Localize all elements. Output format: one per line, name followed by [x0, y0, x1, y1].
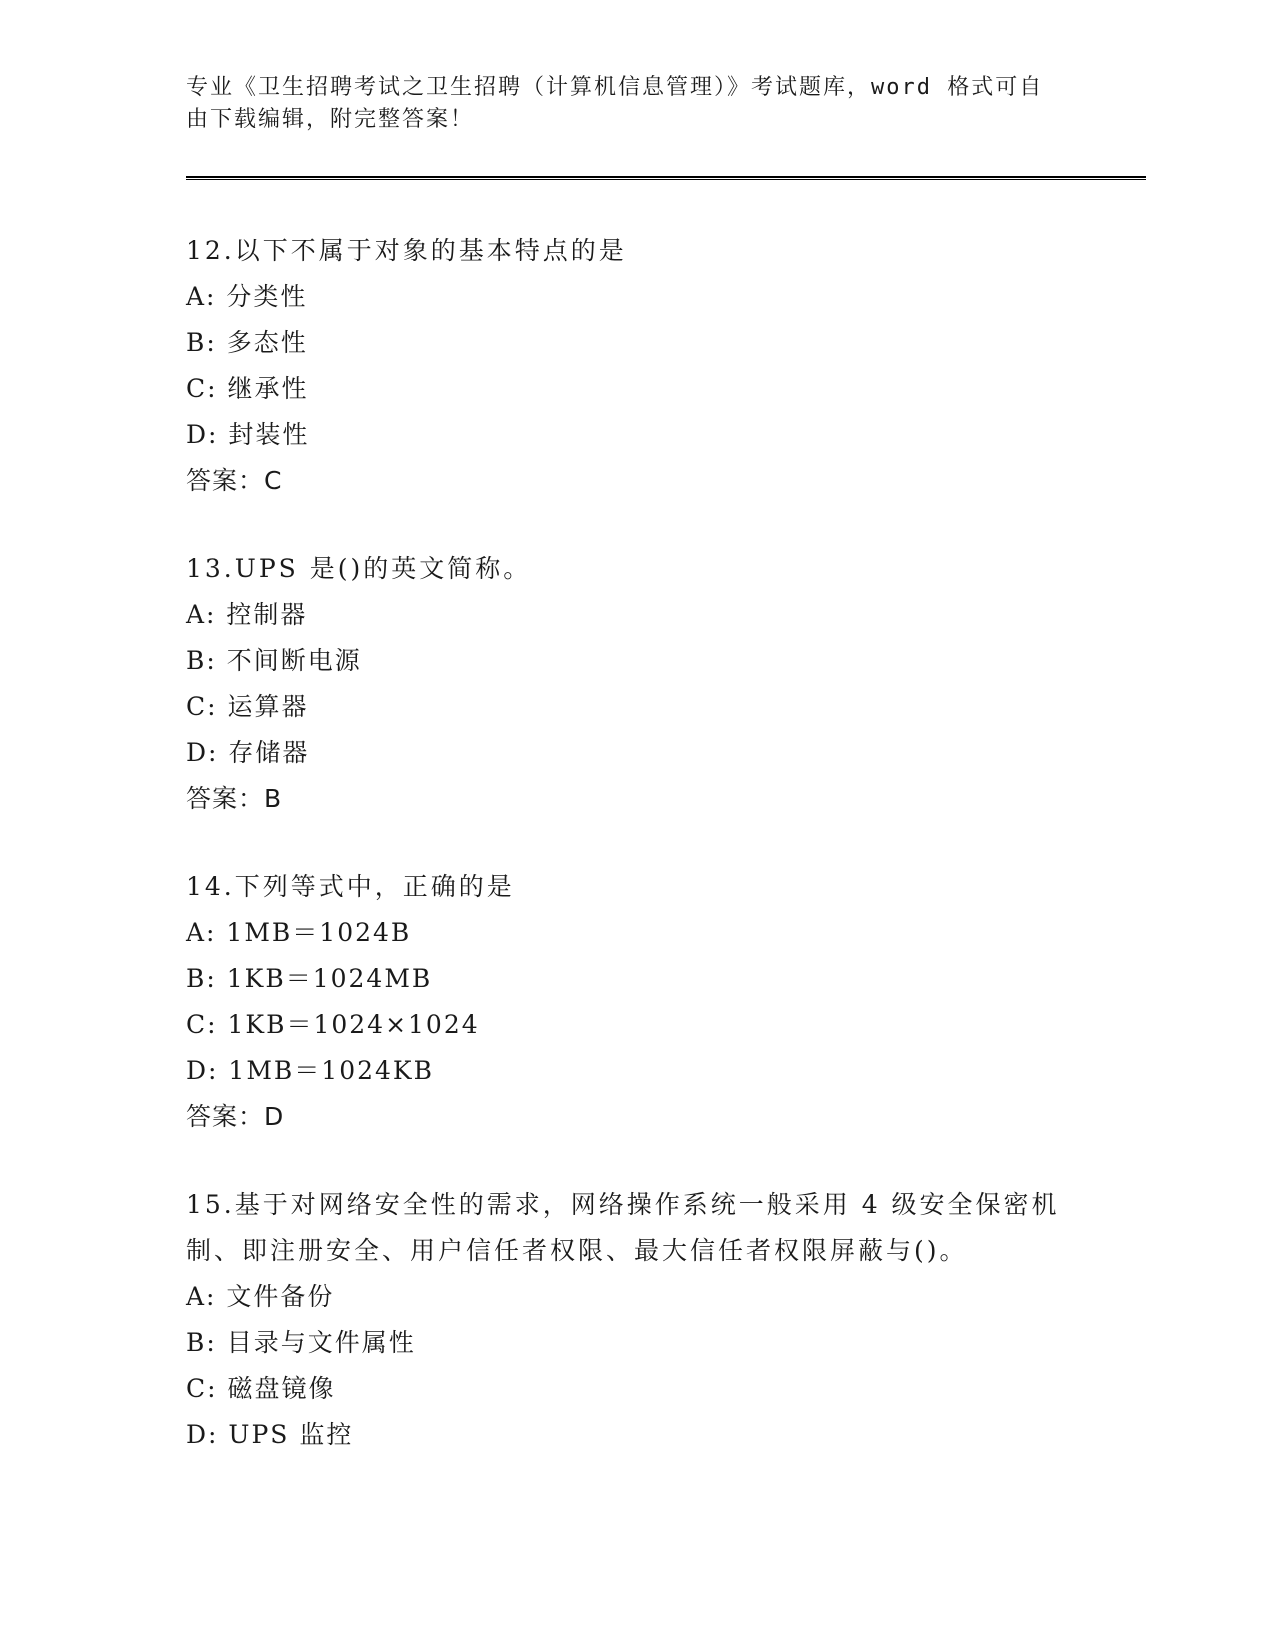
- question-stem: 12.以下不属于对象的基本特点的是: [186, 236, 627, 265]
- option-b: B: 不间断电源: [186, 646, 362, 675]
- option-b: B: 目录与文件属性: [186, 1328, 416, 1357]
- option-b: B: 1KB＝1024MB: [186, 964, 433, 993]
- option-d: D: 存储器: [186, 738, 310, 767]
- document-header: [186, 72, 1086, 136]
- option-d: D: 封装性: [186, 420, 310, 449]
- option-a: A: 控制器: [186, 600, 308, 629]
- question-15: [186, 1182, 1086, 1458]
- question-13: [186, 546, 1086, 822]
- option-a: A: 文件备份: [186, 1282, 335, 1311]
- option-c: C: 磁盘镜像: [186, 1374, 336, 1403]
- option-d: D: 1MB＝1024KB: [186, 1056, 434, 1085]
- header-line-1: 专业《卫生招聘考试之卫生招聘（计算机信息管理）》考试题库，word 格式可自: [186, 75, 1044, 100]
- header-line-2: 由下载编辑，附完整答案！: [186, 107, 475, 132]
- answer: 答案：C: [186, 466, 283, 495]
- option-a: A: 分类性: [186, 282, 308, 311]
- question-stem: 15.基于对网络安全性的需求，网络操作系统一般采用 4 级安全保密机制、即注册安全、用户信任者权限、最大信任者权限屏蔽与()。: [186, 1190, 1060, 1265]
- option-c: C: 1KB＝1024×1024: [186, 1010, 480, 1039]
- question-12: [186, 228, 1086, 504]
- option-c: C: 继承性: [186, 374, 309, 403]
- answer: 答案：D: [186, 1102, 285, 1131]
- header-divider: [186, 176, 1146, 180]
- option-a: A: 1MB＝1024B: [186, 918, 412, 947]
- option-b: B: 多态性: [186, 328, 308, 357]
- question-14: [186, 864, 1086, 1140]
- option-d: D: UPS 监控: [186, 1420, 354, 1449]
- answer: 答案：B: [186, 784, 283, 813]
- option-c: C: 运算器: [186, 692, 309, 721]
- question-stem: 14.下列等式中，正确的是: [186, 872, 515, 901]
- question-stem: 13.UPS 是()的英文简称。: [186, 554, 532, 583]
